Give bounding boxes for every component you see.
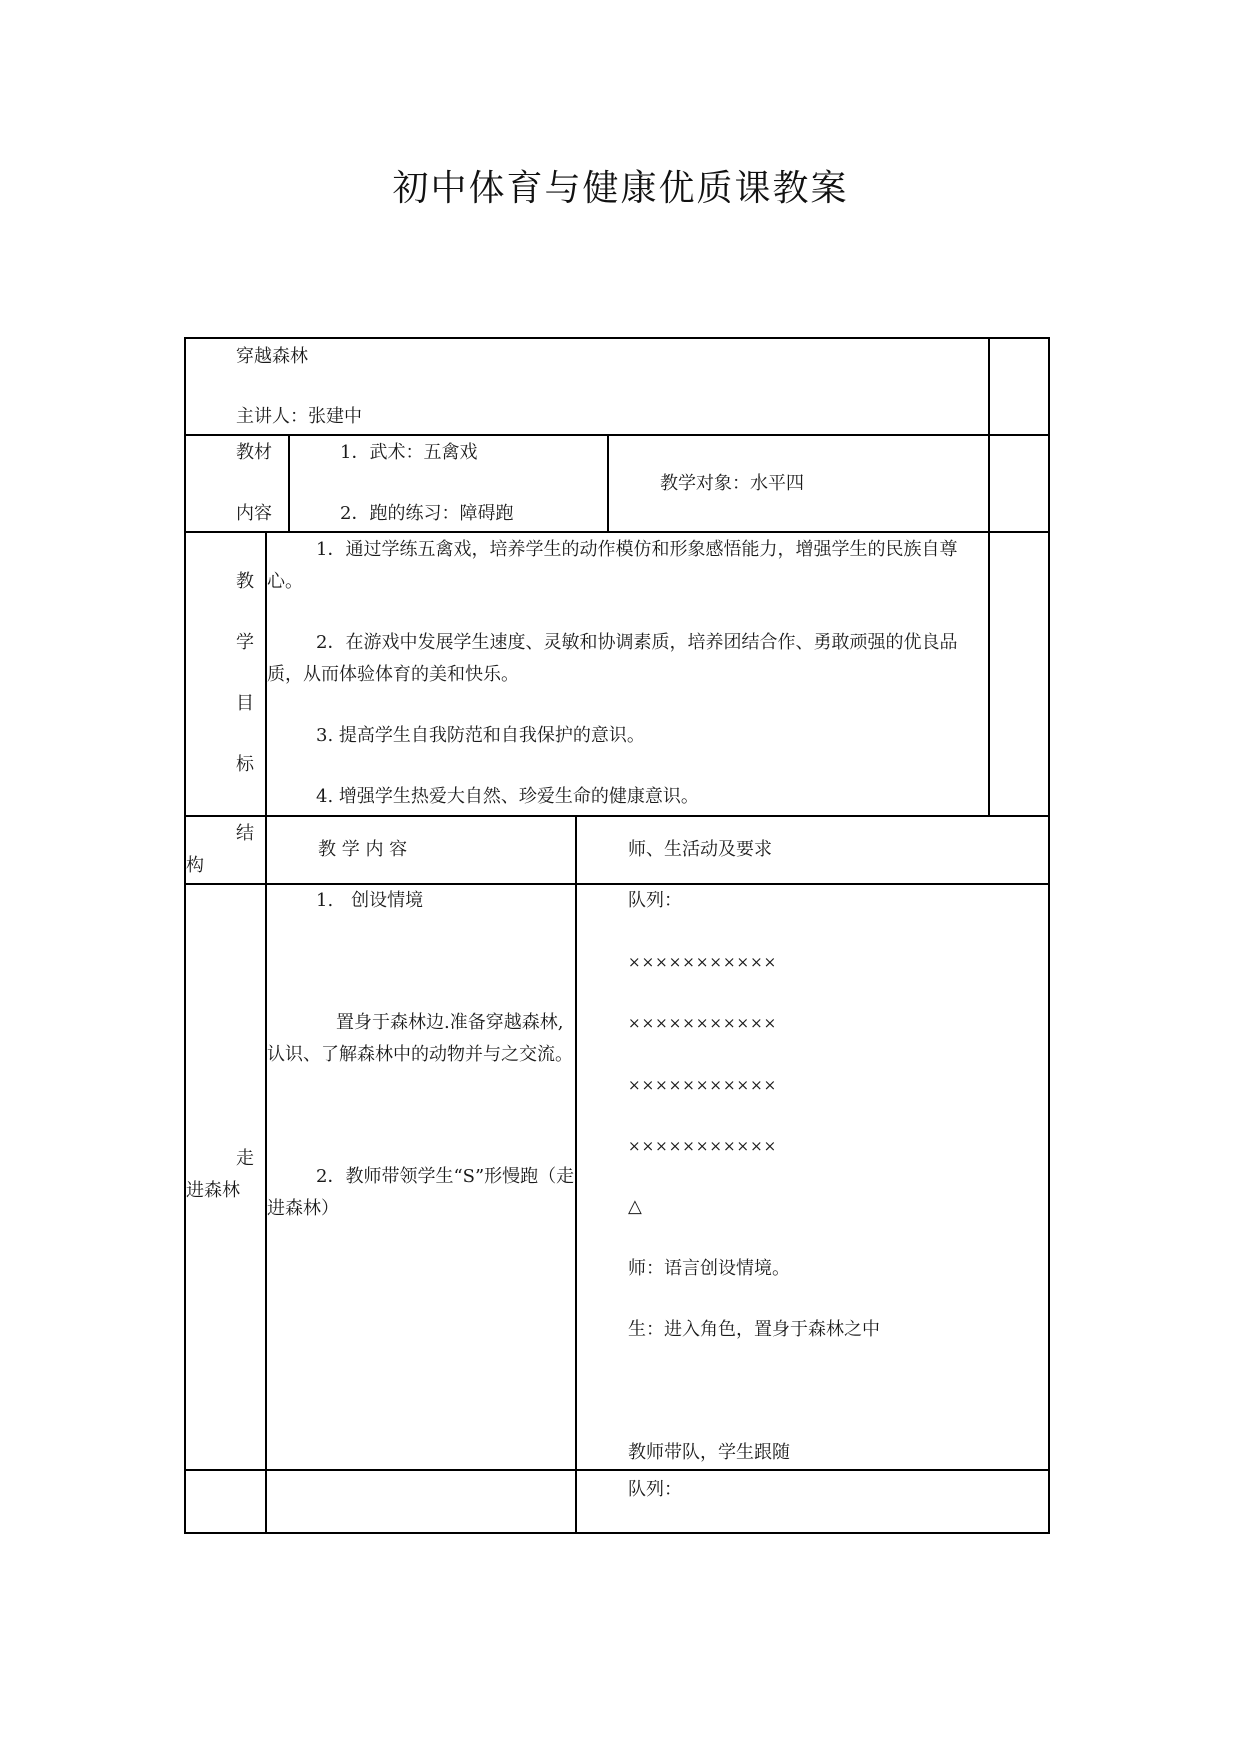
material-audience-divider [607,434,609,531]
goals-label-char-3: 目 [236,693,254,714]
formation-row-2: ××××××××××× [628,1014,778,1032]
goal-2-line-1: 2．在游戏中发展学生速度、灵敏和协调素质，培养团结合作、勇敢顽强的优良品 [316,632,958,653]
row-divider-goals [185,815,1050,817]
goals-label-char-1: 教 [236,571,254,592]
row-divider-material [185,531,1050,533]
activity-column-header: 师、生活动及要求 [628,839,772,860]
table-border-right [1048,337,1050,1534]
material-label-bottom: 内容 [236,503,272,524]
teaching-audience: 教学对象：水平四 [660,473,804,494]
goal-1-line-1: 1．通过学练五禽戏，培养学生的动作模仿和形象感悟能力，增强学生的民族自尊 [316,539,958,560]
structure-label-top: 结 [236,823,254,844]
material-label-top: 教材 [236,442,272,463]
content-activity-divider [575,815,577,1532]
goal-1-line-2: 心。 [267,571,303,592]
formation-row-1: ××××××××××× [628,953,778,971]
material-label-divider [288,434,290,531]
table-border-top [185,337,1050,339]
teacher-activity: 师：语言创设情境。 [628,1258,790,1279]
row-divider-section1 [185,1469,1050,1471]
page-title: 初中体育与健康优质课教案 [392,168,849,209]
lecturer: 主讲人：张建中 [236,406,362,427]
section-2-formation-label: 队列： [628,1479,682,1500]
structure-label-bottom: 构 [186,855,204,876]
goal-2-line-2: 质，从而体验体育的美和快乐。 [267,664,519,685]
section-1-label-top: 走 [236,1148,254,1169]
section-1-content-1: 1. 创设情境 [316,890,424,911]
row-divider-structure [185,883,1050,885]
right-margin-column-line [988,337,990,815]
table-border-left [184,337,186,1534]
goals-label-char-4: 标 [236,754,254,775]
row-divider-header [185,434,1050,436]
formation-row-4: ××××××××××× [628,1137,778,1155]
goal-3: 3. 提高学生自我防范和自我保护的意识。 [316,725,645,746]
formation-row-3: ××××××××××× [628,1076,778,1094]
content-column-header: 教 学 内 容 [318,839,408,860]
teacher-position-mark: △ [628,1196,642,1217]
goal-4: 4. 增强学生热爱大自然、珍爱生命的健康意识。 [316,786,699,807]
section-1-content-2-line-1: 置身于森林边.准备穿越森林, [336,1012,564,1033]
section-1-content-3-line-2: 进森林） [267,1198,339,1219]
section-1-content-2-line-2: 认识、了解森林中的动物并与之交流。 [267,1044,573,1065]
table-border-bottom [185,1532,1050,1534]
section-1-formation-label: 队列： [628,890,682,911]
teacher-lead-note: 教师带队，学生跟随 [628,1442,790,1463]
section-1-label-bottom: 进森林 [186,1180,240,1201]
material-item-1: 1．武术：五禽戏 [340,442,478,463]
lesson-name: 穿越森林 [236,346,308,367]
material-item-2: 2．跑的练习：障碍跑 [340,503,514,524]
section-1-content-3-line-1: 2．教师带领学生“S”形慢跑（走 [316,1166,575,1187]
goals-label-char-2: 学 [236,632,254,653]
student-activity: 生：进入角色，置身于森林之中 [628,1319,880,1340]
